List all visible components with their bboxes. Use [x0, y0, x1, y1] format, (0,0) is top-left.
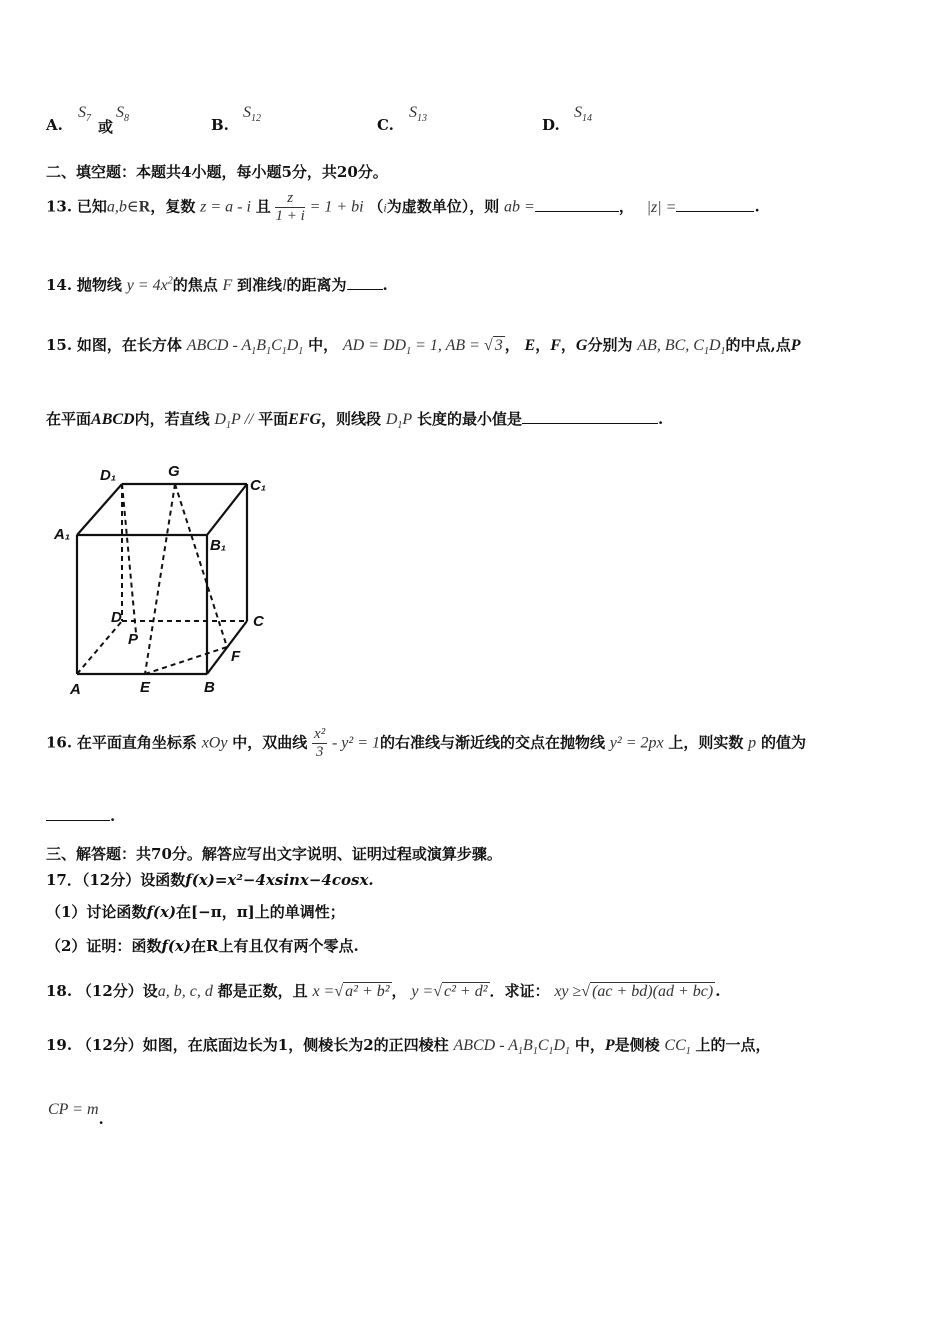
- label-c: C: [253, 613, 264, 630]
- q15-line2-text-6: .: [657, 410, 664, 428]
- label-c1: C₁: [250, 477, 267, 494]
- q14-blank[interactable]: [347, 275, 383, 290]
- question-19-line-2: [48, 1100, 104, 1128]
- option-d-label: D.: [542, 116, 560, 134]
- q13-blank-1[interactable]: [535, 197, 619, 212]
- q15-comma-2: ，: [560, 336, 576, 354]
- q16-text-2: 中，双曲线: [232, 733, 308, 752]
- q15-solid: ABCD - $A_1B_1C_1D_1$: [186, 337, 304, 358]
- option-d-value: $S_{14}$: [574, 104, 592, 125]
- q16-number: 16.: [46, 733, 73, 752]
- q18-inequality: xy ≥: [554, 983, 582, 1000]
- label-b: B: [204, 679, 215, 696]
- question-19: [46, 1034, 771, 1057]
- label-p: P: [128, 631, 139, 648]
- label-d1: D₁: [100, 467, 117, 484]
- q16-blank[interactable]: [46, 806, 110, 821]
- q18-text-3: ，: [391, 982, 407, 1000]
- q13-z-expr: z = a - i: [200, 198, 251, 216]
- question-17-part-2: [46, 935, 359, 956]
- q13-fraction: $\frac{z}{1 + i}$: [275, 190, 305, 224]
- q19-text-2: 中，: [574, 1036, 605, 1054]
- q16-text-5: 的值为: [760, 733, 806, 752]
- q13-text-5: 为虚数单位），则: [386, 197, 500, 216]
- q14-text-2: 的焦点: [172, 276, 218, 294]
- q13-text-7: .: [754, 197, 760, 216]
- q19-number: 19.: [46, 1036, 73, 1054]
- q15-f: F: [550, 337, 561, 354]
- question-15-line-2: [46, 408, 663, 431]
- question-16-line-1: [46, 726, 806, 770]
- q13-r: R: [138, 198, 151, 216]
- q16-end-dot: .: [110, 807, 116, 825]
- label-e: E: [140, 679, 151, 696]
- q18-x-eq: x =: [312, 983, 335, 1000]
- q17-part1-text-b: 在[−π，π]上的单调性；: [176, 903, 345, 921]
- q13-text-2: ，复数: [150, 197, 196, 216]
- q19-end-dot: .: [98, 1110, 104, 1128]
- q17-part2-f: f(x): [161, 937, 192, 955]
- edge-ad-hidden: [77, 621, 122, 674]
- label-a1: A₁: [54, 526, 71, 543]
- q18-x-radicand: a² + b²: [345, 983, 390, 1000]
- q17-part2-text-a: （2）证明：函数: [46, 937, 162, 955]
- q15-comma-1: ，: [535, 336, 551, 354]
- q19-text-4: 上的一点，: [695, 1036, 771, 1054]
- section3-heading: 三、解答题：共70分。解答应写出文字说明、证明过程或演算步骤。: [46, 845, 502, 863]
- question-18: 18. （12分）设a, b, c, d 都是正数，且 x =√ a² + b² ， y =√ c² + d² ．求证： xy ≥√ (ac + bd)(ad + bc) .: [46, 982, 721, 1000]
- q14-l: l: [282, 277, 287, 294]
- q14-number: 14.: [46, 276, 73, 294]
- label-b1: B₁: [210, 537, 227, 554]
- q15-efg: EFG: [288, 411, 322, 428]
- question-13: [46, 190, 760, 234]
- q15-abcd: ABCD: [91, 411, 135, 428]
- q18-number: 18.: [46, 982, 73, 1000]
- q13-equation-rhs: = 1 + bi: [309, 198, 364, 216]
- q15-text-7: 的中点,点: [725, 336, 791, 354]
- q17-head: 17．（12分）设函数: [46, 871, 186, 889]
- q16-xoy: xOy: [201, 734, 228, 752]
- line-d1p: [122, 484, 136, 633]
- q13-ab: ab =: [504, 198, 535, 216]
- q15-line2-text-2: 内，若直线: [134, 410, 210, 428]
- q15-d1p-parallel: $D_1P$ //: [214, 411, 254, 432]
- q15-line2-text-1: 在平面: [46, 410, 92, 428]
- q17-function: f(x)=x²−4xsinx−4cosx.: [185, 871, 374, 889]
- q19-cc1: $CC_1$: [664, 1037, 691, 1058]
- q16-parabola: y² = 2px: [609, 734, 664, 752]
- q18-text-2: 都是正数，且: [217, 982, 308, 1000]
- option-a-label: A.: [46, 116, 63, 134]
- q15-text-6: 分别为: [587, 336, 633, 354]
- option-c-label: C.: [377, 116, 394, 134]
- section2-heading: 二、填空题：本题共4小题，每小题5分，共20分。: [46, 163, 388, 181]
- q14-text-1: 抛物线: [76, 276, 122, 294]
- q15-p: P: [790, 337, 801, 354]
- option-a-s7: $S_7$: [78, 104, 91, 125]
- q17-part1-f: f(x): [146, 903, 177, 921]
- cuboid-figure: [44, 458, 284, 702]
- q13-blank-2[interactable]: [676, 197, 754, 212]
- q16-p: p: [748, 734, 757, 752]
- q13-i: i: [383, 200, 387, 215]
- q15-g: G: [575, 337, 588, 354]
- question-17: [46, 869, 374, 890]
- edge-a1d1: [77, 484, 122, 535]
- q15-text-2: 中，: [308, 336, 339, 354]
- q17-part2-text-b: 在R上有且仅有两个零点.: [191, 937, 359, 955]
- q15-line2-text-3: 平面: [258, 410, 289, 428]
- q19-p: P: [604, 1037, 615, 1054]
- option-a-or: 或: [98, 118, 114, 136]
- q16-text-4: 上，则实数: [668, 733, 744, 752]
- q15-blank[interactable]: [522, 409, 658, 424]
- option-c-value: $S_{13}$: [409, 104, 427, 125]
- q18-inequality-radicand: (ac + bd)(ad + bc): [592, 983, 714, 1000]
- q18-text-4: ．求证：: [489, 982, 550, 1000]
- q14-equation: $y = 4x^2$: [126, 275, 173, 294]
- q13-text-1: 已知: [76, 197, 107, 216]
- q15-line2-text-4: ，则线段: [321, 410, 382, 428]
- q15-line2-text-5: 长度的最小值是: [416, 410, 522, 428]
- label-f: F: [231, 648, 241, 665]
- q18-y-eq: y =: [411, 983, 434, 1000]
- q15-condition: AD = $DD_1 = 1$, AB = √ 3: [342, 337, 503, 358]
- option-a-s8: $S_8$: [116, 104, 129, 125]
- q14-text-5: .: [382, 276, 388, 294]
- q18-y-radicand: c² + d²: [444, 983, 488, 1000]
- line-ge: [145, 484, 175, 674]
- q14-f: F: [222, 277, 233, 294]
- line-gf: [175, 484, 227, 647]
- q16-hyperbola-rest: - y² = 1: [331, 734, 380, 752]
- q18-text-1: （12分）设: [76, 982, 158, 1000]
- question-15-line-1: [46, 334, 801, 357]
- label-g: G: [168, 463, 180, 480]
- q14-text-4: 的距离为: [286, 276, 347, 294]
- q15-segment: $D_1P$: [385, 411, 413, 432]
- option-b-value: $S_{12}$: [243, 104, 261, 125]
- label-d: D: [111, 609, 122, 626]
- q13-abs-z: |z| =: [646, 198, 677, 216]
- q13-text-3: 且: [255, 197, 271, 216]
- q17-part1-text-a: （1）讨论函数: [46, 903, 147, 921]
- q13-condition: a,b∈: [106, 198, 139, 216]
- q13-number: 13.: [46, 197, 73, 216]
- q16-text-1: 在平面直角坐标系: [76, 733, 197, 752]
- edge-bc: [207, 621, 247, 674]
- q19-text-3: 是侧棱: [614, 1036, 660, 1054]
- edge-b1c1: [207, 484, 247, 535]
- q18-text-5: .: [715, 982, 721, 1000]
- q19-text-1: （12分）如图，在底面边长为1，侧棱长为2的正四棱柱: [76, 1036, 449, 1054]
- options-row: [46, 104, 666, 134]
- line-ef: [145, 647, 227, 674]
- option-b-label: B.: [211, 116, 229, 134]
- q15-text-1: 如图，在长方体: [76, 336, 182, 354]
- question-16-line-2: [46, 806, 115, 825]
- q15-number: 15.: [46, 336, 73, 354]
- q13-text-6: ，: [618, 197, 634, 216]
- q19-cp-eq: CP = m: [48, 1101, 99, 1118]
- q15-text-3: ，: [504, 336, 520, 354]
- q19-solid: ABCD - $A_1B_1C_1D_1$: [453, 1037, 571, 1058]
- q13-text-4: （: [368, 197, 384, 216]
- q14-text-3: 到准线: [237, 276, 283, 294]
- q15-e: E: [524, 337, 536, 354]
- question-17-part-1: [46, 901, 345, 922]
- q18-vars: a, b, c, d: [157, 983, 213, 1000]
- q15-midpoints: AB, BC, $C_1D_1$: [637, 337, 726, 358]
- q16-text-3: 的右准线与渐近线的交点在抛物线: [380, 733, 606, 752]
- question-14: [46, 274, 388, 295]
- label-a: A: [70, 681, 81, 698]
- q16-fraction: $\frac{\text{x²}}{3}$: [314, 726, 326, 760]
